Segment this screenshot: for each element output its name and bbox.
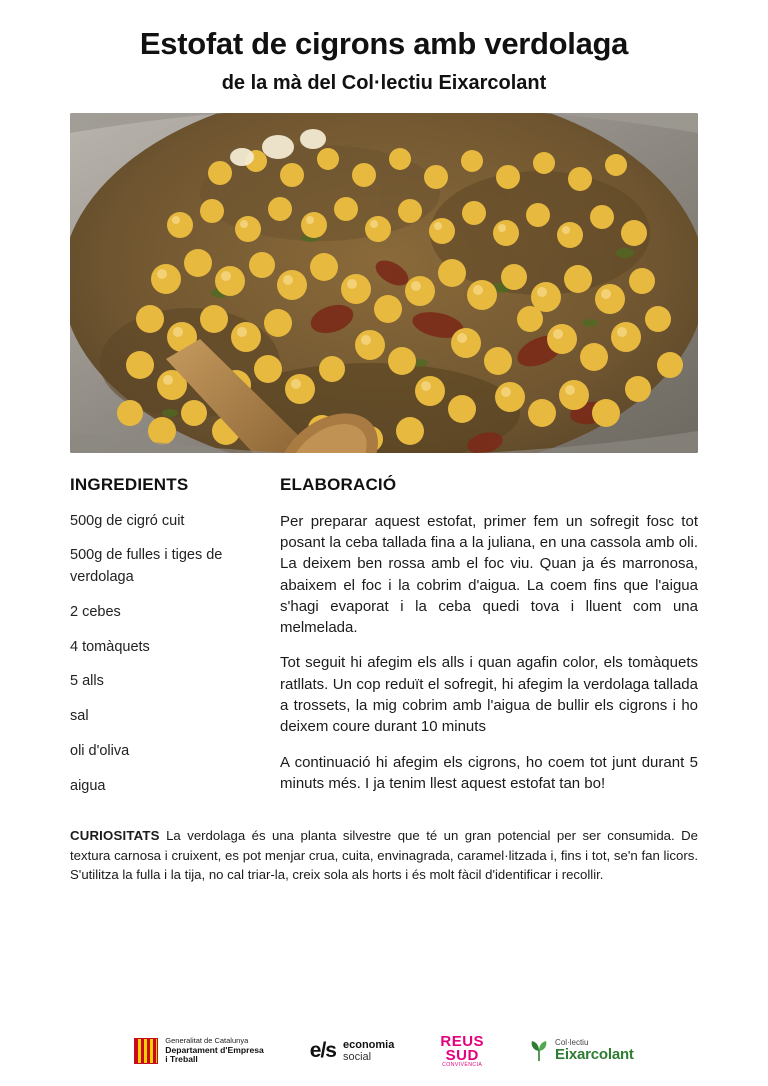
elaboracio-paragraph: Per preparar aquest estofat, primer fem un sofregit fosc tot posant la ceba tallada fina a la juliana, en una cassola amb oli. La deixem ben rossa amb el foc viu. Quan ja és marronosa, abaixem el foc i la cobrim d'aigua. La coem fins que l'aigua s'hagi evaporat i la ceba quedi tova i lluent com una melmelada. <box>280 512 698 637</box>
reus-sud-line2: SUD <box>445 1046 479 1064</box>
footer-logos <box>70 1032 698 1069</box>
page-title: Estofat de cigrons amb verdolaga <box>139 26 629 61</box>
economia-social-line1: economia <box>343 1038 395 1051</box>
economia-social-line2: social <box>343 1051 372 1064</box>
logo-economia-social <box>310 1039 395 1064</box>
eixarcolant-line2: Eixarcolant <box>555 1046 634 1064</box>
elaboracio-paragraph: A continuació hi afegim els cigrons, ho coem tot junt durant 5 minuts més. I ja tenim llest aquest estofat tan bo! <box>280 753 698 792</box>
eixarcolant-line1: Col·lectiu <box>555 1037 589 1047</box>
ingredient-item: 500g de fulles i tiges de verdolaga <box>70 547 223 586</box>
recipe-body <box>70 475 698 811</box>
recipe-photo <box>70 113 698 453</box>
page-subtitle: de la mà del Col·lectiu Eixarcolant <box>221 71 547 94</box>
ingredient-item: 4 tomàquets <box>70 638 150 655</box>
ingredient-item: sal <box>70 708 89 725</box>
ingredient-item: 5 alls <box>70 673 104 690</box>
catalan-flag-icon <box>134 1038 158 1064</box>
elaboracio-column <box>280 475 698 795</box>
ingredient-item: 500g de cigró cuit <box>70 512 185 529</box>
generalitat-line3: i Treball <box>165 1054 198 1065</box>
logo-reus-sud <box>440 1032 485 1069</box>
elaboracio-heading: ELABORACIÓ <box>280 474 397 494</box>
generalitat-line1: Generalitat de Catalunya <box>165 1036 249 1046</box>
curiositats-section <box>70 826 698 883</box>
ingredients-heading: INGREDIENTS <box>70 474 189 494</box>
curiositats-text: La verdolaga és una planta silvestre que té un gran potencial per ser consumida. De textura carnosa i cruixent, es pot menjar crua, cuita, envinagrada, caramel·litzada i, fins i tot, se'n fan licors. S'utilitza la fulla i la tija, no cal triar-la, creix sola als horts i és molt fàcil d'identificar i recollir. <box>70 828 698 882</box>
curiositats-label: CURIOSITATS <box>70 828 160 844</box>
economia-social-mark: e/s <box>309 1038 336 1062</box>
generalitat-line2: Departament d'Empresa <box>165 1044 264 1055</box>
ingredient-item: oli d'oliva <box>70 742 130 759</box>
reus-sud-line3: CONVIVÈNCIA <box>442 1062 483 1069</box>
chickpea-stew-illustration <box>70 113 698 453</box>
elaboracio-paragraph: Tot seguit hi afegim els alls i quan agafin color, els tomàquets ratllats. Un cop reduït el sofregit, hi afegim la verdolaga tallada a trossets, la mig cobrim amb l'aigua de bullir els cigrons i ho deixem coure durant 10 minuts <box>280 654 698 736</box>
logo-generalitat-catalunya <box>134 1037 264 1065</box>
logo-collectiu-eixarcolant <box>530 1039 634 1064</box>
ingredients-column <box>70 475 256 811</box>
reus-sud-line1: REUS <box>440 1032 485 1050</box>
ingredient-item: aigua <box>70 777 106 794</box>
ingredient-item: 2 cebes <box>70 603 121 620</box>
leaf-icon <box>530 1040 548 1062</box>
